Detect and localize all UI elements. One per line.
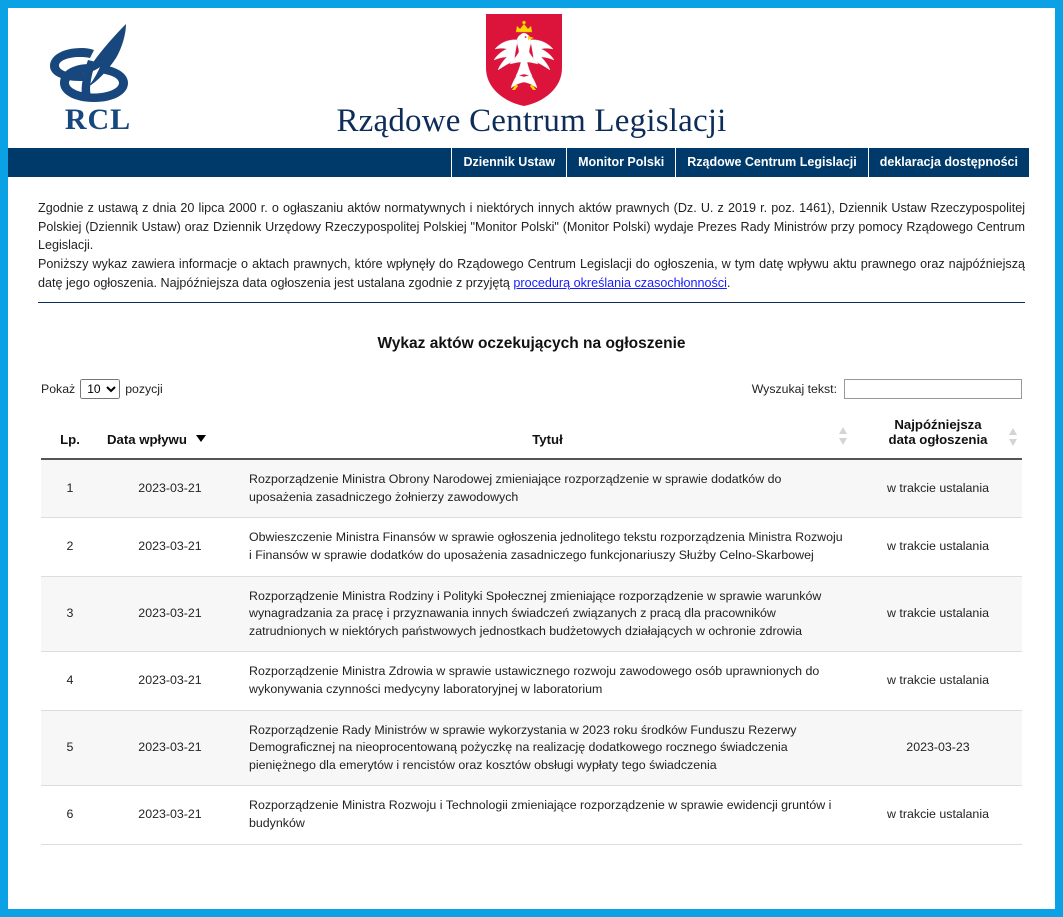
cell-lp: 2	[41, 518, 99, 576]
cell-date: 2023-03-21	[99, 518, 241, 576]
cell-date: 2023-03-21	[99, 786, 241, 844]
site-title: Rządowe Centrum Legislacji	[336, 103, 727, 139]
column-header-najpozniejsza-data[interactable]	[854, 408, 1022, 459]
intro-paragraph-2	[38, 255, 1025, 292]
page-length-select[interactable]	[80, 379, 120, 399]
search-control	[752, 379, 1022, 399]
table-row[interactable]	[41, 652, 1022, 710]
cell-date: 2023-03-21	[99, 652, 241, 710]
cell-lp: 5	[41, 710, 99, 786]
table-row[interactable]	[41, 518, 1022, 576]
sort-both-icon	[839, 427, 848, 445]
column-header-tytul[interactable]	[241, 408, 854, 459]
cell-lp: 3	[41, 576, 99, 652]
cell-publication: w trakcie ustalania	[854, 576, 1022, 652]
cell-date: 2023-03-21	[99, 459, 241, 518]
search-input[interactable]	[844, 379, 1022, 399]
page-frame	[8, 8, 1055, 909]
search-label: Wyszukaj tekst:	[751, 382, 837, 397]
cell-lp: 1	[41, 459, 99, 518]
column-header-lp-label: Lp.	[60, 432, 80, 448]
cell-date: 2023-03-21	[99, 710, 241, 786]
page-length-label-after: pozycji	[125, 382, 163, 397]
cell-title: Rozporządzenie Ministra Zdrowia w sprawie ustawicznego rozwoju zawodowego osób uprawnionych do wykonywania czynności medycyny laboratoryjnej w laboratorium	[241, 652, 854, 710]
main-navigation	[8, 148, 1030, 177]
intro-paragraph-1	[38, 199, 1025, 255]
page-title: Wykaz aktów oczekujących na ogłoszenie	[377, 335, 686, 353]
acts-table	[41, 408, 1022, 845]
cell-publication: w trakcie ustalania	[854, 518, 1022, 576]
table-row[interactable]	[41, 710, 1022, 786]
cell-title: Rozporządzenie Ministra Rodziny i Polityki Społecznej zmieniające rozporządzenie w sprawie warunków wynagradzania za pracę i przyznawania innych świadczeń związanych z pracą dla pracowników zatrudnionych w niektórych państwowych jednostkach budżetowych działających w ochronie zdrowia	[241, 576, 854, 652]
sort-both-icon	[1009, 428, 1018, 446]
procedura-link[interactable]: procedurą określania czasochłonności	[513, 275, 727, 290]
table-row[interactable]	[41, 576, 1022, 652]
cell-title: Obwieszczenie Ministra Finansów w sprawie ogłoszenia jednolitego tekstu rozporządzenia Ministra Rozwoju i Finansów w sprawie dodatków do uposażenia zasadniczego funkcjonariuszy Służby Celno-Skarbowej	[241, 518, 854, 576]
cell-lp: 4	[41, 652, 99, 710]
intro-divider	[38, 302, 1025, 303]
nav-item-deklaracja-dostepnosci[interactable]: deklaracja dostępności	[868, 148, 1030, 177]
cell-date: 2023-03-21	[99, 576, 241, 652]
column-header-data-wplywu[interactable]	[99, 408, 241, 459]
column-header-tytul-label: Tytuł	[532, 432, 563, 448]
cell-publication: w trakcie ustalania	[854, 459, 1022, 518]
cell-publication: w trakcie ustalania	[854, 652, 1022, 710]
table-controls	[41, 379, 1022, 399]
sort-descending-icon	[196, 435, 206, 442]
site-header	[8, 8, 1055, 148]
column-header-lp[interactable]	[41, 408, 99, 459]
acts-table-body	[41, 459, 1022, 844]
cell-publication: 2023-03-23	[854, 710, 1022, 786]
cell-title: Rozporządzenie Ministra Rozwoju i Technologii zmieniające rozporządzenie w sprawie ewidencji gruntów i budynków	[241, 786, 854, 844]
nav-item-rzadowe-centrum-legislacji[interactable]: Rządowe Centrum Legislacji	[675, 148, 867, 177]
intro-paragraph-2-text: Poniższy wykaz zawiera informacje o aktach prawnych, które wpłynęły do Rządowego Centrum Legislacji do ogłoszenia, w tym datę wpływu aktu prawnego oraz najpóźniejszą datę jego ogłoszenia. Najpóźniejsza data ogłoszenia jest ustalana zgodnie z przyjętą	[38, 256, 1025, 290]
cell-title: Rozporządzenie Rady Ministrów w sprawie wykorzystania w 2023 roku środków Funduszu Rezerwy Demograficznej na nieoprocentowaną pożyczkę na realizację dodatkowego rocznego świadczenia pieniężnego dla emerytów i rencistów oraz kosztów obsługi wypłaty tego świadczenia	[241, 710, 854, 786]
cell-lp: 6	[41, 786, 99, 844]
cell-publication: w trakcie ustalania	[854, 786, 1022, 844]
column-header-najpozniejsza-line2: data ogłoszenia	[888, 432, 988, 448]
intro-paragraph-1-text: Zgodnie z ustawą z dnia 20 lipca 2000 r. o ogłaszaniu aktów normatywnych i niektórych innych aktów prawnych (Dz. U. z 2019 r. poz. 1461), Dziennik Ustaw Rzeczypospolitej Polskiej (Dziennik Ustaw) oraz Dziennik Urzędowy Rzeczypospolitej Polskiej "Monitor Polski" (Monitor Polski) wydaje Prezes Rady Ministrów przy pomocy Rządowego Centrum Legislacji.	[38, 201, 1025, 253]
intro-text	[38, 199, 1025, 292]
table-header-row	[41, 408, 1022, 459]
nav-item-dziennik-ustaw[interactable]: Dziennik Ustaw	[451, 148, 566, 177]
column-header-data-wplywu-label: Data wpływu	[107, 432, 187, 448]
table-row[interactable]	[41, 786, 1022, 844]
page-length-control	[41, 379, 163, 399]
svg-text:RCL: RCL	[64, 103, 132, 136]
intro-paragraph-2-tail: .	[726, 275, 731, 290]
cell-title: Rozporządzenie Ministra Obrony Narodowej zmieniające rozporządzenie w sprawie dodatków do uposażenia zasadniczego żołnierzy zawodowych	[241, 459, 854, 518]
polish-eagle-coat-of-arms-icon	[483, 12, 565, 108]
acts-table-head	[41, 408, 1022, 459]
page-length-label-before: Pokaż	[41, 382, 76, 397]
table-row[interactable]	[41, 459, 1022, 518]
nav-item-monitor-polski[interactable]: Monitor Polski	[566, 148, 675, 177]
column-header-najpozniejsza-line1: Najpóźniejsza	[894, 417, 982, 433]
